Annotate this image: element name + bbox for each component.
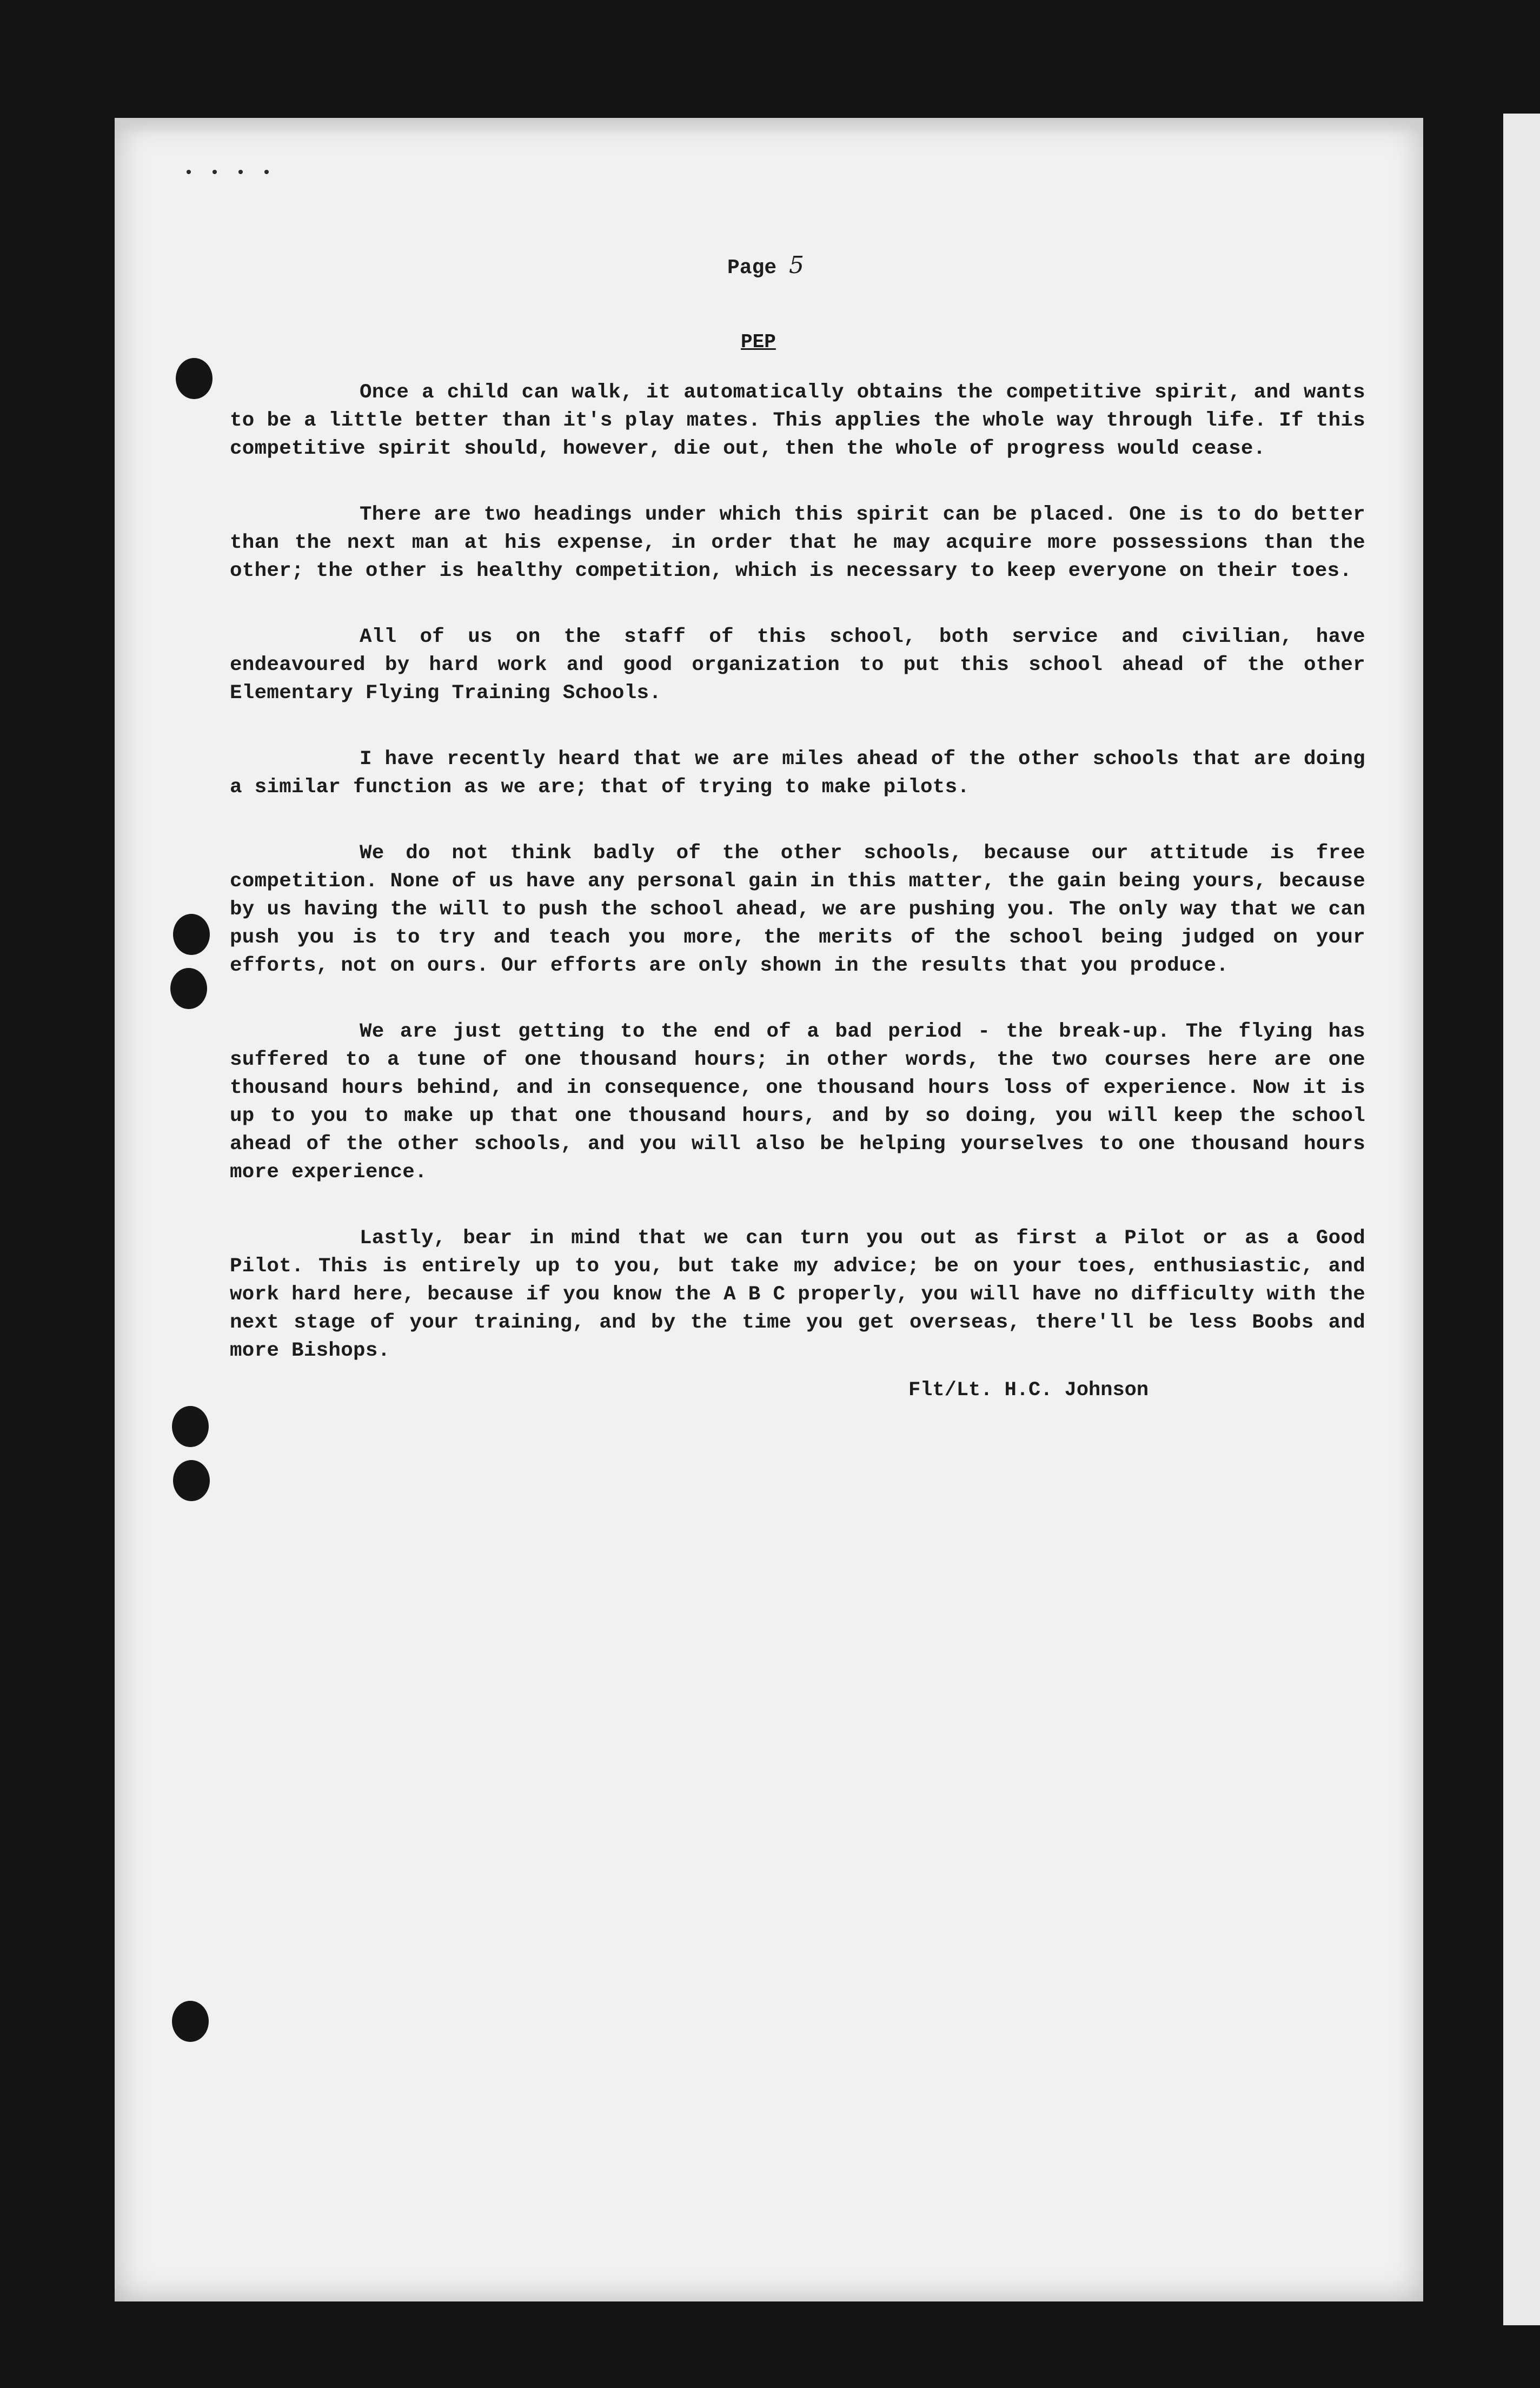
page-label: Page xyxy=(727,256,777,280)
adjacent-page-edge xyxy=(1503,114,1540,2325)
signature: Flt/Lt. H.C. Johnson xyxy=(908,1379,1149,1402)
paragraph-2: There are two headings under which this spirit can be placed. One is to do better than the next man at his expense, in order that he may acquire more possessions than the other; the other is healthy competition, which is necessary to keep everyone on their toes. xyxy=(230,503,1365,582)
paragraph-7: Lastly, bear in mind that we can turn you out as first a Pilot or as a Good Pilot. This is entirely up to you, but take my advice; be on your toes, enthusiastic, and work hard here, because if you know the A B C properly, you will have no difficulty with the next stage of your training, and by the time you get overseas, there'll be less Boobs and more Bishops. xyxy=(230,1227,1365,1362)
page-number-value: 5 xyxy=(789,251,805,279)
paragraph-6: We are just getting to the end of a bad period - the break-up. The flying has suffered to a tune of one thousand hours; in other words, the two courses here are one thousand hours behind, and in consequence, one thousand hours loss of experience. Now it is up to you to make up that one thousand hours, and by so doing, you will keep the school ahead of the other schools, and you will also be helping yourselves to one thousand hours more experience. xyxy=(230,1020,1365,1184)
punch-hole-2 xyxy=(173,914,210,955)
punch-hole-1 xyxy=(176,358,213,399)
punch-hole-4 xyxy=(172,1406,209,1447)
paragraph-5: We do not think badly of the other schools, because our attitude is free competition. None of us have any personal gain in this matter, the gain being yours, because by us having the will to push the school ahead, we are pushing you. The only way that we can push you is to try and teach you more, the merits of the school being judged on your efforts, not on ours. Our efforts are only shown in the results that you produce. xyxy=(230,842,1365,977)
page-number xyxy=(727,251,804,280)
punch-hole-5 xyxy=(173,1460,210,1501)
paragraph-1: Once a child can walk, it automatically obtains the competitive spirit, and wants to be a little better than it's play mates. This applies the whole way through life. If this competitive spirit should, however, die out, then the whole of progress would cease. xyxy=(230,381,1365,460)
document-body xyxy=(230,379,1365,1403)
punch-hole-6 xyxy=(172,2001,209,2042)
punch-hole-3 xyxy=(170,968,207,1009)
document-title: PEP xyxy=(741,331,776,353)
page-shadow xyxy=(115,118,1423,134)
corner-mark: • • • • xyxy=(184,164,275,183)
paragraph-4: I have recently heard that we are miles ahead of the other schools that are doing a similar function as we are; that of trying to make pilots. xyxy=(230,748,1365,799)
paragraph-3: All of us on the staff of this school, both service and civilian, have endeavoured by hard work and good organization to put this school ahead of the other Elementary Flying Training Schools. xyxy=(230,626,1365,705)
